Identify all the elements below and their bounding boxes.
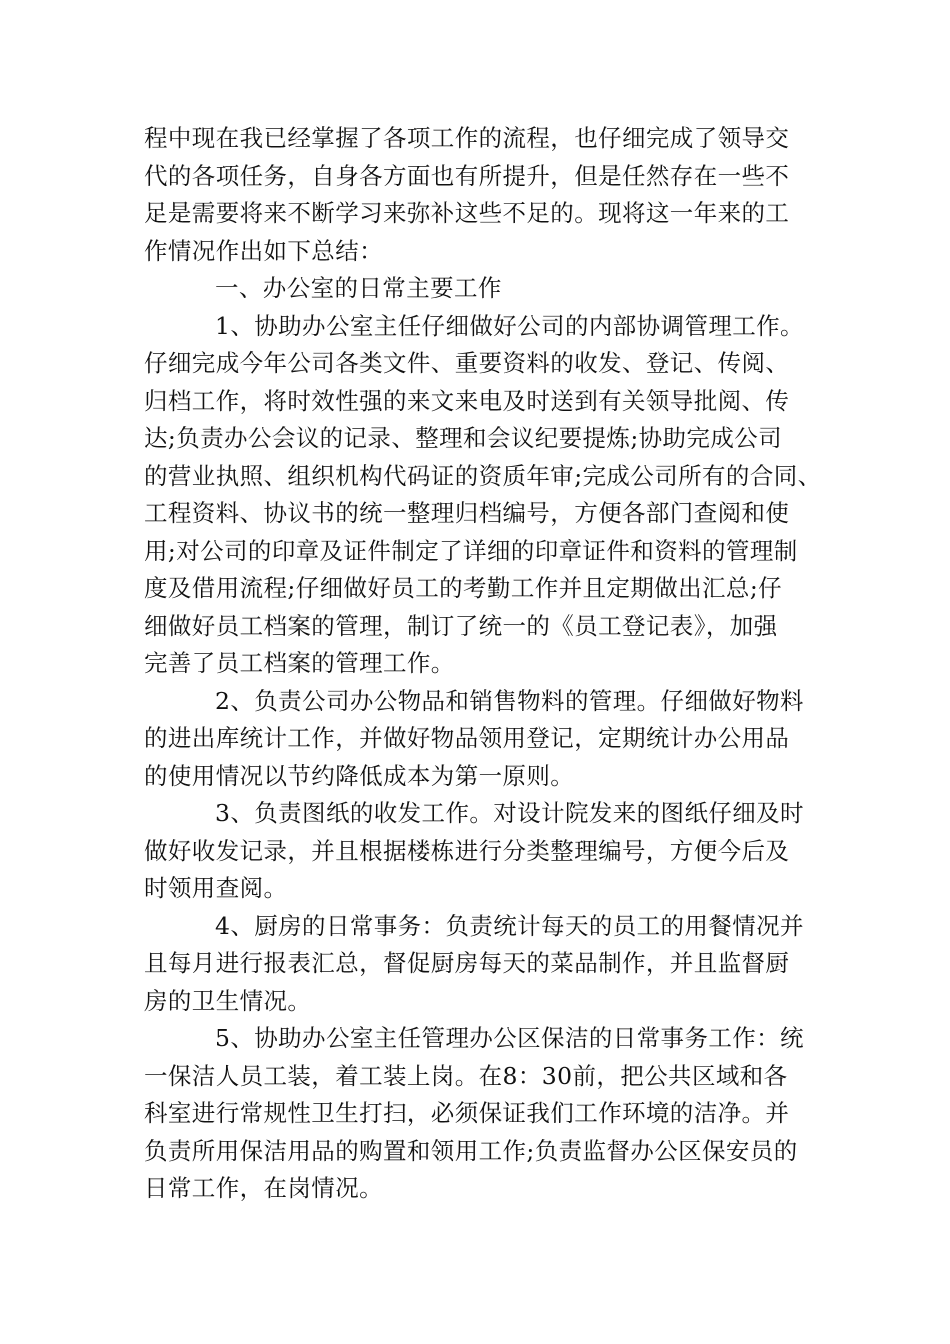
text-line: 2、负责公司办公物品和销售物料的管理。仔细做好物料 (215, 686, 804, 715)
text-line: 日常工作，在岗情况。 (144, 1174, 383, 1202)
text-line: 做好收发记录，并且根据楼栋进行分类整理编号，方便今后及 (144, 836, 790, 865)
heading-line: 一、办公室的日常主要工作 (215, 274, 502, 302)
text-line: 细做好员工档案的管理，制订了统一的《员工登记表》，加强 (144, 611, 778, 640)
text-line: 负责所用保洁用品的购置和领用工作;负责监督办公区保安员的 (144, 1136, 798, 1165)
text-line: 达;负责办公会议的记录、整理和会议纪要提炼;协助完成公司 (144, 424, 783, 452)
paragraph-item-1 (144, 308, 824, 683)
paragraph-item-5 (144, 1020, 824, 1208)
section-heading (144, 270, 824, 308)
text-line: 3、负责图纸的收发工作。对设计院发来的图纸仔细及时 (215, 799, 804, 827)
paragraph-item-2 (144, 683, 824, 796)
paragraph-item-3 (144, 795, 824, 908)
text-line: 一保洁人员工装，着工装上岗。在8：30前，把公共区域和各 (144, 1061, 788, 1090)
text-line: 归档工作，将时效性强的来文来电及时送到有关领导批阅、传 (144, 386, 790, 415)
text-line: 作情况作出如下总结： (144, 236, 383, 265)
text-line: 房的卫生情况。 (144, 986, 312, 1015)
document-body (144, 120, 824, 1208)
text-line: 度及借用流程;仔细做好员工的考勤工作并且定期做出汇总;仔 (144, 574, 783, 602)
text-line: 用;对公司的印章及证件制定了详细的印章证件和资料的管理制 (144, 536, 798, 565)
text-line: 时领用查阅。 (144, 874, 288, 902)
paragraph-item-4 (144, 908, 824, 1021)
text-line: 的进出库统计工作，并做好物品领用登记，定期统计办公用品 (144, 724, 790, 752)
text-line: 且每月进行报表汇总，督促厨房每天的菜品制作，并且监督厨 (144, 949, 790, 977)
text-line: 的营业执照、组织机构代码证的资质年审;完成公司所有的合同、 (144, 461, 822, 490)
text-line: 程中现在我已经掌握了各项工作的流程，也仔细完成了领导交 (144, 124, 790, 152)
text-line: 4、厨房的日常事务：负责统计每天的员工的用餐情况并 (215, 911, 804, 940)
text-line: 1、协助办公室主任仔细做好公司的内部协调管理工作。 (215, 311, 804, 340)
text-line: 5、协助办公室主任管理办公区保洁的日常事务工作：统 (215, 1024, 804, 1052)
text-line: 足是需要将来不断学习来弥补这些不足的。现将这一年来的工 (144, 199, 790, 227)
text-line: 仔细完成今年公司各类文件、重要资料的收发、登记、传阅、 (144, 349, 790, 377)
text-line: 代的各项任务，自身各方面也有所提升，但是任然存在一些不 (144, 161, 790, 190)
paragraph-intro (144, 120, 824, 270)
text-line: 科室进行常规性卫生打扫，必须保证我们工作环境的洁净。并 (144, 1099, 790, 1127)
text-line: 工程资料、协议书的统一整理归档编号，方便各部门查阅和使 (144, 499, 790, 527)
text-line: 的使用情况以节约降低成本为第一原则。 (144, 761, 575, 790)
text-line: 完善了员工档案的管理工作。 (144, 649, 455, 677)
